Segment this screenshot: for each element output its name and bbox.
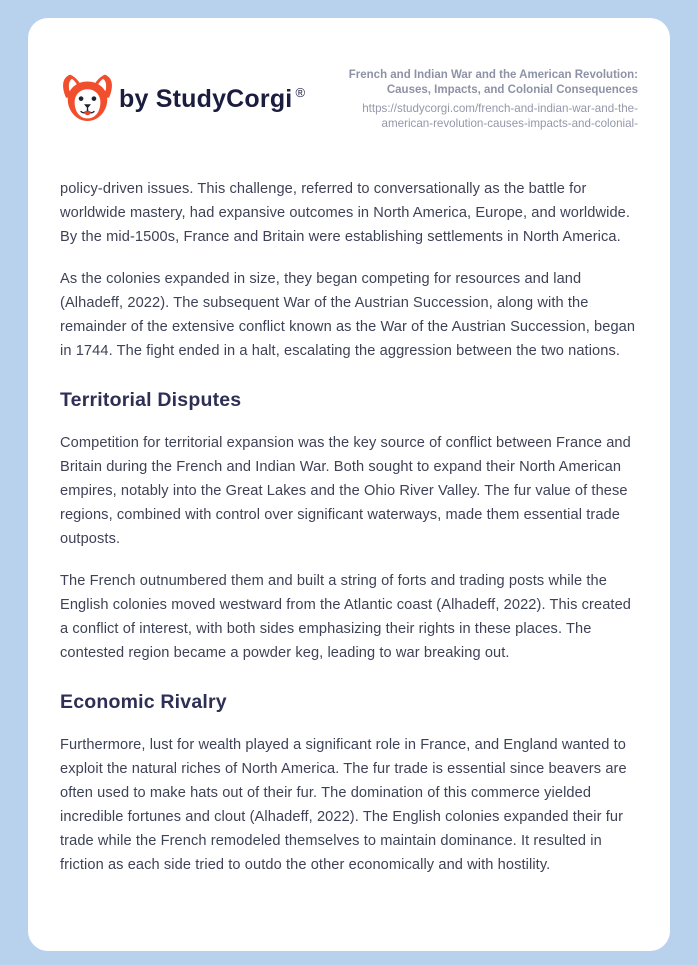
article-body (60, 177, 638, 877)
document-meta (308, 68, 638, 131)
section-heading-territorial-disputes: Territorial Disputes (60, 389, 242, 411)
article-paragraph: The French outnumbered them and built a string of forts and trading posts while the English colonies moved westward from the Atlantic coast (Alhadeff, 2022). This created a conflict of interest, with both sides emphasizing their rights in these places. The contested region became a powder keg, leading to war breaking out. (60, 573, 632, 661)
brand-name: by StudyCorgi ® (119, 85, 306, 113)
document-header (60, 68, 638, 131)
corgi-logo-icon (60, 72, 115, 127)
section-heading-economic-rivalry: Economic Rivalry (60, 691, 227, 713)
article-paragraph: policy-driven issues. This challenge, referred to conversationally as the battle for worldwide mastery, had expansive outcomes in North America, Europe, and worldwide. By the mid-1500s, France and Britain were establishing settlements in North America. (60, 181, 631, 245)
article-paragraph: Furthermore, lust for wealth played a significant role in France, and England wanted to exploit the natural riches of North America. The fur trade is essential since beavers are often used to make hats out of their fur. The domination of this commerce yielded incredible fortunes and clout (Alhadeff, 2022). The English colonies expanded their fur trade while the French remodeled themselves to maintain dominance. It resulted in friction as each side tried to outdo the other economically and with hostility. (60, 737, 627, 873)
document-url-line2[interactable]: american-revolution-causes-impacts-and-colonial- (381, 116, 638, 130)
registered-trademark-icon: ® (295, 85, 306, 100)
document-url-link[interactable] (308, 102, 638, 131)
studycorgi-brand (60, 72, 305, 127)
article-paragraph: Competition for territorial expansion was the key source of conflict between France and Britain during the French and Indian War. Both sought to expand their North American empires, notably into the Great Lakes and the Ohio River Valley. The fur value of these regions, combined with control over significant waterways, made them essential trade outposts. (60, 435, 631, 547)
document-card (28, 18, 670, 951)
document-title (308, 68, 638, 97)
article-paragraph: As the colonies expanded in size, they began competing for resources and land (Alhadeff, 2022). The subsequent War of the Austrian Succession, along with the remainder of the extensive conflict known as the War of the Austrian Succession, began in 1744. The fight ended in a halt, escalating the aggression between the two nations. (60, 271, 636, 359)
document-title-line2: Causes, Impacts, and Colonial Consequences (386, 83, 638, 96)
document-url-line1[interactable]: https://studycorgi.com/french-and-indian-war-and-the- (362, 102, 638, 115)
document-title-line1: French and Indian War and the American Revolution: (348, 69, 638, 81)
